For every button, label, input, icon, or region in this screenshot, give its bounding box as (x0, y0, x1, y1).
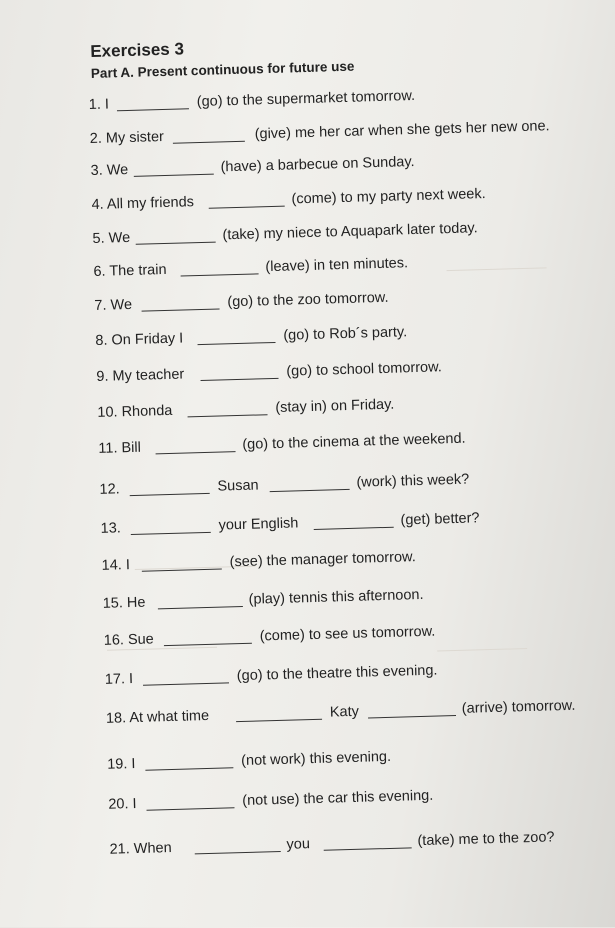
item-text: (not work) this evening. (240, 748, 392, 770)
item-text: (go) to school tomorrow. (286, 359, 443, 380)
item-text: (give) me her car when she gets her new one. (254, 118, 550, 143)
item-subject: 20. I (108, 796, 137, 813)
worksheet (59, 0, 615, 927)
item-subject: 18. At what time (105, 707, 210, 727)
item-subject: 13. (100, 520, 122, 537)
item-text: (go) to the zoo tomorrow. (227, 289, 389, 311)
answer-blank[interactable] (131, 532, 211, 535)
item-text: (take) my niece to Aquapark later today. (222, 220, 478, 244)
answer-blank[interactable] (270, 489, 350, 492)
show-through-mark (446, 255, 546, 271)
answer-blank[interactable] (324, 847, 412, 850)
section-subtitle: Part A. Present continuous for future use (90, 58, 355, 81)
item-subject: 11. Bill (98, 439, 142, 457)
item-text: (arrive) tomorrow. (461, 697, 576, 717)
item-subject: 10. Rhonda (97, 402, 173, 421)
answer-blank[interactable] (143, 682, 229, 685)
item-subject: 4. All my friends (91, 194, 195, 214)
answer-blank[interactable] (156, 451, 236, 454)
answer-blank[interactable] (130, 493, 210, 496)
item-text: (come) to see us tomorrow. (259, 623, 436, 645)
answer-blank[interactable] (198, 342, 276, 345)
item-text: (take) me to the zoo? (417, 829, 555, 850)
item-text: your English (218, 515, 299, 534)
answer-blank[interactable] (209, 206, 285, 209)
item-text: Susan (217, 477, 259, 495)
item-text: (stay in) on Friday. (275, 396, 395, 416)
item-text: (have) a barbecue on Sunday. (220, 153, 415, 176)
item-subject: 9. My teacher (96, 366, 185, 385)
answer-blank[interactable] (188, 414, 268, 417)
item-subject: 6. The train (93, 261, 167, 280)
item-text: (go) to the supermarket tomorrow. (196, 87, 416, 111)
answer-blank[interactable] (147, 807, 235, 810)
item-subject: 12. (99, 481, 120, 498)
answer-blank[interactable] (195, 851, 281, 854)
item-text: (see) the manager tomorrow. (229, 549, 416, 571)
item-text: (go) to the theatre this evening. (236, 662, 438, 685)
item-subject: 17. I (104, 671, 134, 688)
item-subject: 8. On Friday I (95, 330, 184, 349)
answer-blank[interactable] (173, 141, 245, 144)
page-title: Exercises 3 (90, 39, 185, 61)
answer-blank[interactable] (314, 527, 394, 530)
show-through-mark (437, 638, 527, 652)
answer-blank[interactable] (201, 378, 279, 381)
item-subject: 19. I (107, 756, 136, 773)
answer-blank[interactable] (136, 242, 216, 245)
item-subject: 16. Sue (103, 631, 154, 649)
item-subject: 7. We (94, 296, 133, 314)
item-subject: 1. I (88, 96, 110, 114)
answer-blank[interactable] (134, 174, 214, 177)
item-text: you (286, 836, 311, 853)
item-subject: 3. We (90, 161, 129, 180)
answer-blank[interactable] (142, 308, 220, 311)
item-text: (go) to the cinema at the weekend. (242, 430, 466, 453)
answer-blank[interactable] (117, 108, 189, 111)
item-subject: 15. He (102, 594, 146, 612)
item-text: (not use) the car this evening. (242, 787, 434, 810)
item-text: (leave) in ten minutes. (265, 255, 409, 276)
item-text: (work) this week? (356, 471, 470, 491)
item-subject: 14. I (101, 557, 131, 574)
answer-blank[interactable] (236, 719, 322, 722)
answer-blank[interactable] (145, 767, 233, 770)
item-subject: 21. When (109, 840, 172, 858)
item-text: (get) better? (400, 510, 480, 529)
answer-blank[interactable] (181, 273, 259, 276)
item-subject: 5. We (92, 229, 131, 248)
item-subject: 2. My sister (89, 128, 165, 148)
answer-blank[interactable] (368, 715, 456, 718)
item-text: Katy (329, 703, 360, 721)
item-text: (play) tennis this afternoon. (248, 586, 424, 608)
item-text: (go) to Rob´s party. (283, 324, 408, 344)
answer-blank[interactable] (158, 606, 243, 609)
item-text: (come) to my party next week. (291, 186, 486, 208)
